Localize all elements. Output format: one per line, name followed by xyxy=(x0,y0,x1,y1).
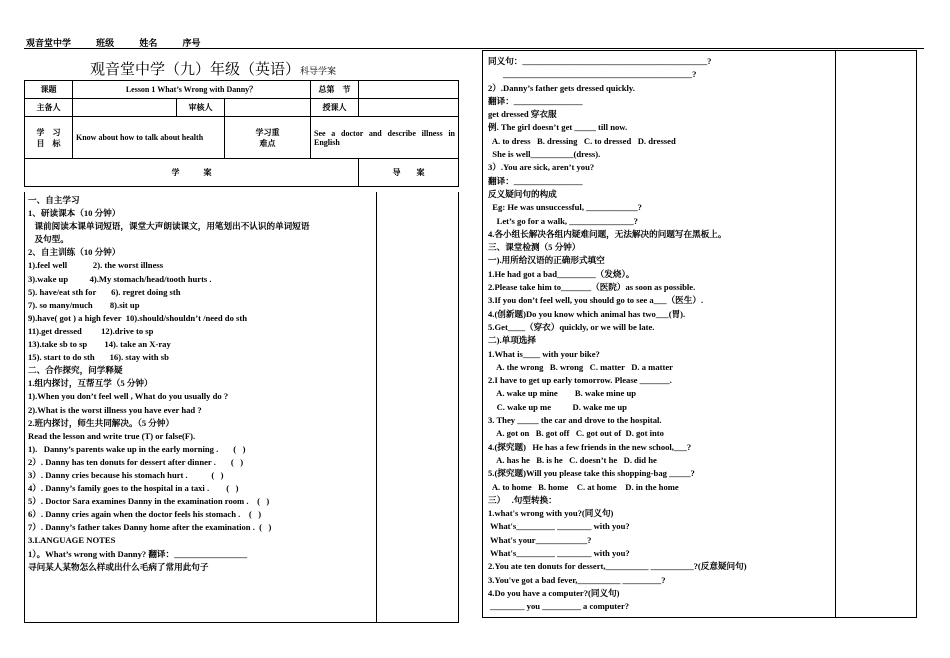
right-lines-line: 3.If you don’t feel well, you should go to see a___（医生）. xyxy=(488,295,704,306)
number-label: 序号 xyxy=(182,39,201,49)
right-lines-line: 2）.Danny’s father gets dressed quickly. xyxy=(488,82,635,93)
name-label: 姓名 xyxy=(139,39,158,49)
school-name: 观音堂中学 xyxy=(26,39,72,49)
left-lines-line: 11).get dressed 12).drive to sp xyxy=(28,325,154,336)
right-lines-line: 4.Do you have a computer?(同义句) xyxy=(488,587,620,598)
right-lines-line: 4.(创新题)Do you know which animal has two___(胃). xyxy=(488,308,686,319)
left-lines-line: 1). Danny’s parents wake up in the early morning . ( ) xyxy=(28,443,246,454)
right-content xyxy=(488,55,828,613)
right-lines-line: 3）.You are sick, aren’t you? xyxy=(488,162,595,173)
left-lines-line: 二、合作探究，问学释疑 xyxy=(28,365,123,376)
left-lines-line: 1).When you don’t feel well , What do you usually do ? xyxy=(28,391,229,402)
left-lines-line: 13).take sb to sp 14). take an X-ray xyxy=(28,339,171,350)
right-guide-box xyxy=(834,50,917,618)
left-lines-line: 6）. Danny cries again when the doctor feels his stomach . ( ) xyxy=(28,509,262,520)
left-lines-line: 一、自主学习 xyxy=(28,195,80,205)
right-lines-line: 1.what's wrong with you?(同义句) xyxy=(488,508,614,519)
left-lines-line: 2、自主训练（10 分钟） xyxy=(28,247,121,258)
left-lines-line: 4）. Danny’s family goes to the hospital in a taxi . ( ) xyxy=(28,483,239,494)
left-lines-line: 2).What is the worst illness you have ever had ? xyxy=(28,404,202,415)
right-lines-line: 1.What is____ with your bike? xyxy=(488,348,600,359)
right-lines-line: A. got on B. got off C. got out of D. got into xyxy=(488,428,664,439)
right-lines-line: 翻译：________________ xyxy=(488,175,583,186)
topic-value: Lesson 1 What’s Wrong with Danny？ xyxy=(73,81,311,99)
right-lines-line: A. to home B. home C. at home D. in the home xyxy=(488,481,679,492)
right-lines-line: 4.各小组长解决各组内疑难问题，无法解决的问题写在黑板上。 xyxy=(488,228,727,239)
right-lines-line: 三） .句型转换： xyxy=(488,494,557,505)
right-lines-line: C. wake up me D. wake me up xyxy=(488,401,627,412)
title-sub: 科导学案 xyxy=(300,67,337,77)
right-lines-line: 二).单项选择 xyxy=(488,335,536,346)
left-lines-line: 5）. Doctor Sara examines Danny in the examination room . ( ) xyxy=(28,496,270,507)
guide-plan-header: 导 案 xyxy=(359,159,459,187)
right-lines-line: 翻译：________________ xyxy=(488,95,583,106)
guide-plan-box xyxy=(375,192,459,623)
right-lines-line: What's_________ ________ with you? xyxy=(488,521,630,532)
class-label: 班级 xyxy=(96,39,115,49)
total-value xyxy=(359,81,459,99)
left-lines-line: 7）. Danny’s father takes Danny home after the examination . ( ) xyxy=(28,522,272,533)
teacher-label: 授课人 xyxy=(311,99,359,117)
right-lines-line: What's_________ ________ with you? xyxy=(488,547,630,558)
right-lines-line: 一).用所给汉语的正确形式填空 xyxy=(488,255,605,266)
right-lines-line: A. to dress B. dressing C. to dressed D. dressed xyxy=(488,135,676,146)
reviewer-label: 审核人 xyxy=(177,99,225,117)
right-lines-line: 反义疑问句的构成 xyxy=(488,188,557,199)
right-lines-line: She is well__________(dress). xyxy=(488,149,601,160)
left-lines-line: 1、研读课本（10 分钟） xyxy=(28,208,121,219)
goal-label: 学 习 目 标 xyxy=(25,117,73,159)
right-lines-line: A. has he B. is he C. doesn’t he D. did he xyxy=(488,454,657,465)
total-label: 总第 节 xyxy=(311,81,359,99)
left-lines-line: 课前阅读本课单词短语，课堂大声朗读课文，用笔划出不认识的单词短语 xyxy=(28,221,310,232)
right-lines-line: 同义句：___________________________________________? xyxy=(488,56,712,66)
right-lines-line: What's your____________? xyxy=(488,534,592,545)
right-lines-line: A. the wrong B. wrong C. matter D. a matter xyxy=(488,361,673,372)
right-lines-line: 例. The girl doesn’t get _____ till now. xyxy=(488,122,628,133)
key-value: See a doctor and describe illness in English xyxy=(311,117,459,159)
reviewer-value xyxy=(225,99,311,117)
right-lines-line: 2.Please take him to_______（医院）as soon as possible. xyxy=(488,282,696,293)
right-lines-line: 2.I have to get up early tomorrow. Please _______. xyxy=(488,375,672,386)
topic-label: 课题 xyxy=(25,81,73,99)
key-label: 学习重 难点 xyxy=(225,117,311,159)
left-lines-line: 2）. Danny has ten donuts for dessert after dinner . ( ) xyxy=(28,456,244,467)
study-plan-header: 学 案 xyxy=(25,159,359,187)
left-lines-line: 15). start to do sth 16). stay with sb xyxy=(28,352,169,363)
goal-value: Know about how to talk about health xyxy=(73,117,225,159)
right-lines-line: ____________________________________________? xyxy=(488,69,697,80)
right-lines-line: 3. They _____ the car and drove to the hospital. xyxy=(488,415,662,426)
right-lines-line: 5.Get____（穿衣）quickly, or we will be late. xyxy=(488,321,655,332)
left-content xyxy=(28,194,373,574)
right-lines-line: get dressed 穿衣服 xyxy=(488,109,557,120)
lesson-meta-table xyxy=(24,80,459,187)
right-lines-line: Let’s go for a walk, _______________? xyxy=(488,215,638,226)
right-lines-line: 1.He had got a bad_________（发烧）。 xyxy=(488,268,635,279)
right-lines-line: 三、课堂检测（5 分钟） xyxy=(488,242,581,253)
left-lines-line: 1).feel well 2). the worst illness xyxy=(28,260,164,271)
right-lines-line: 3.You've got a bad fever,__________ _________? xyxy=(488,574,666,585)
right-lines-line: 5.(探究题)Will you please take this shopping-bag _____? xyxy=(488,468,695,479)
left-lines-line: 2.班内探讨，师生共同解决。（5 分钟） xyxy=(28,417,175,428)
left-lines-line: 7). so many/much 8).sit up xyxy=(28,299,140,310)
left-lines-line: 9).have( got ) a high fever 10).should/shouldn’t /need do sth xyxy=(28,312,248,323)
right-lines-line: Eg: He was unsuccessful, ____________? xyxy=(488,202,642,213)
left-lines-line: 1.组内探讨，互帮互学（5 分钟） xyxy=(28,378,153,389)
left-lines-line: Read the lesson and write true (T) or false(F). xyxy=(28,430,196,441)
page-title xyxy=(90,58,336,79)
left-lines-line: 寻问某人某物怎么样或出什么毛病了常用此句子 xyxy=(28,561,209,572)
left-lines-line: 及句型。 xyxy=(28,234,69,245)
left-lines-line: 3.LANGUAGE NOTES xyxy=(28,535,116,546)
left-lines-line: 3）. Danny cries because his stomach hurt . ( ) xyxy=(28,469,224,480)
right-lines-line: A. wake up mine B. wake mine up xyxy=(488,388,637,399)
left-lines-line: 3).wake up 4).My stomach/head/tooth hurts . xyxy=(28,273,212,284)
header-rule xyxy=(24,48,924,49)
right-lines-line: ________ you _________ a computer? xyxy=(488,601,630,612)
preparer-value xyxy=(73,99,177,117)
teacher-value xyxy=(359,99,459,117)
right-lines-line: 4.(探究题) He has a few friends in the new school,___? xyxy=(488,441,692,452)
left-lines-line: 1）。What’s wrong with Danny? 翻译：_________________ xyxy=(28,548,248,559)
preparer-label: 主备人 xyxy=(25,99,73,117)
title-main: 观音堂中学（九）年级（英语） xyxy=(90,60,301,78)
right-lines-line: 2.You ate ten donuts for dessert,__________ __________?(反意疑问句) xyxy=(488,561,747,572)
left-lines-line: 5). have/eat sth for 6). regret doing sth xyxy=(28,286,181,297)
